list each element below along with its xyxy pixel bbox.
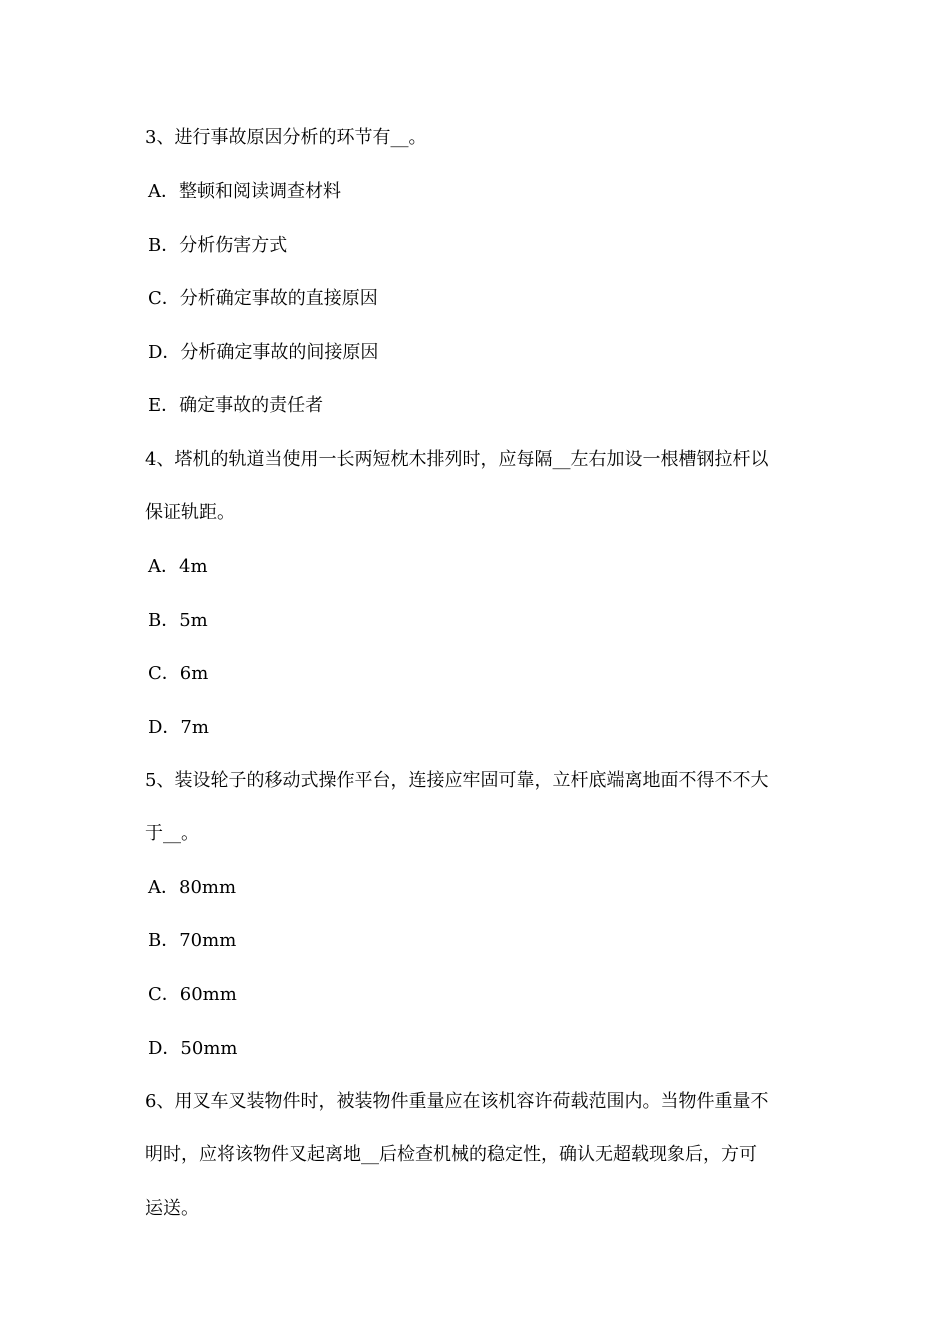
question-3-stem: 3、进行事故原因分析的环节有__。 bbox=[145, 127, 427, 148]
question-3-option-c: C．分析确定事故的直接原因 bbox=[148, 288, 378, 309]
question-5-stem-line-1: 5、装设轮子的移动式操作平台，连接应牢固可靠，立杆底端离地面不得不不大 bbox=[145, 770, 769, 791]
question-3-option-a: A．整顿和阅读调查材料 bbox=[148, 181, 341, 202]
question-4-option-d: D．7m bbox=[148, 717, 209, 738]
question-5-stem-line-2: 于__。 bbox=[145, 823, 199, 844]
question-5-option-c: C．60mm bbox=[148, 984, 237, 1005]
question-6-stem-line-1: 6、用叉车叉装物件时，被装物件重量应在该机容许荷载范围内。当物件重量不 bbox=[145, 1091, 769, 1112]
question-4-stem-line-1: 4、塔机的轨道当使用一长两短枕木排列时，应每隔__左右加设一根槽钢拉杆以 bbox=[145, 449, 769, 470]
question-5-option-a: A．80mm bbox=[148, 877, 237, 898]
question-3-option-e: E．确定事故的责任者 bbox=[148, 395, 324, 416]
question-3-option-b: B．分析伤害方式 bbox=[148, 235, 288, 256]
question-6-stem-line-2: 明时，应将该物件叉起离地__后检查机械的稳定性，确认无超载现象后，方可 bbox=[145, 1144, 757, 1165]
question-4-option-c: C．6m bbox=[148, 663, 209, 684]
question-5-option-d: D．50mm bbox=[148, 1038, 238, 1059]
question-6-stem-line-3: 运送。 bbox=[145, 1198, 199, 1219]
question-5-option-b: B．70mm bbox=[148, 930, 237, 951]
question-4-stem-line-2: 保证轨距。 bbox=[145, 502, 235, 523]
question-4-option-b: B．5m bbox=[148, 610, 208, 631]
question-3-option-d: D．分析确定事故的间接原因 bbox=[148, 342, 379, 363]
question-4-option-a: A．4m bbox=[148, 556, 208, 577]
